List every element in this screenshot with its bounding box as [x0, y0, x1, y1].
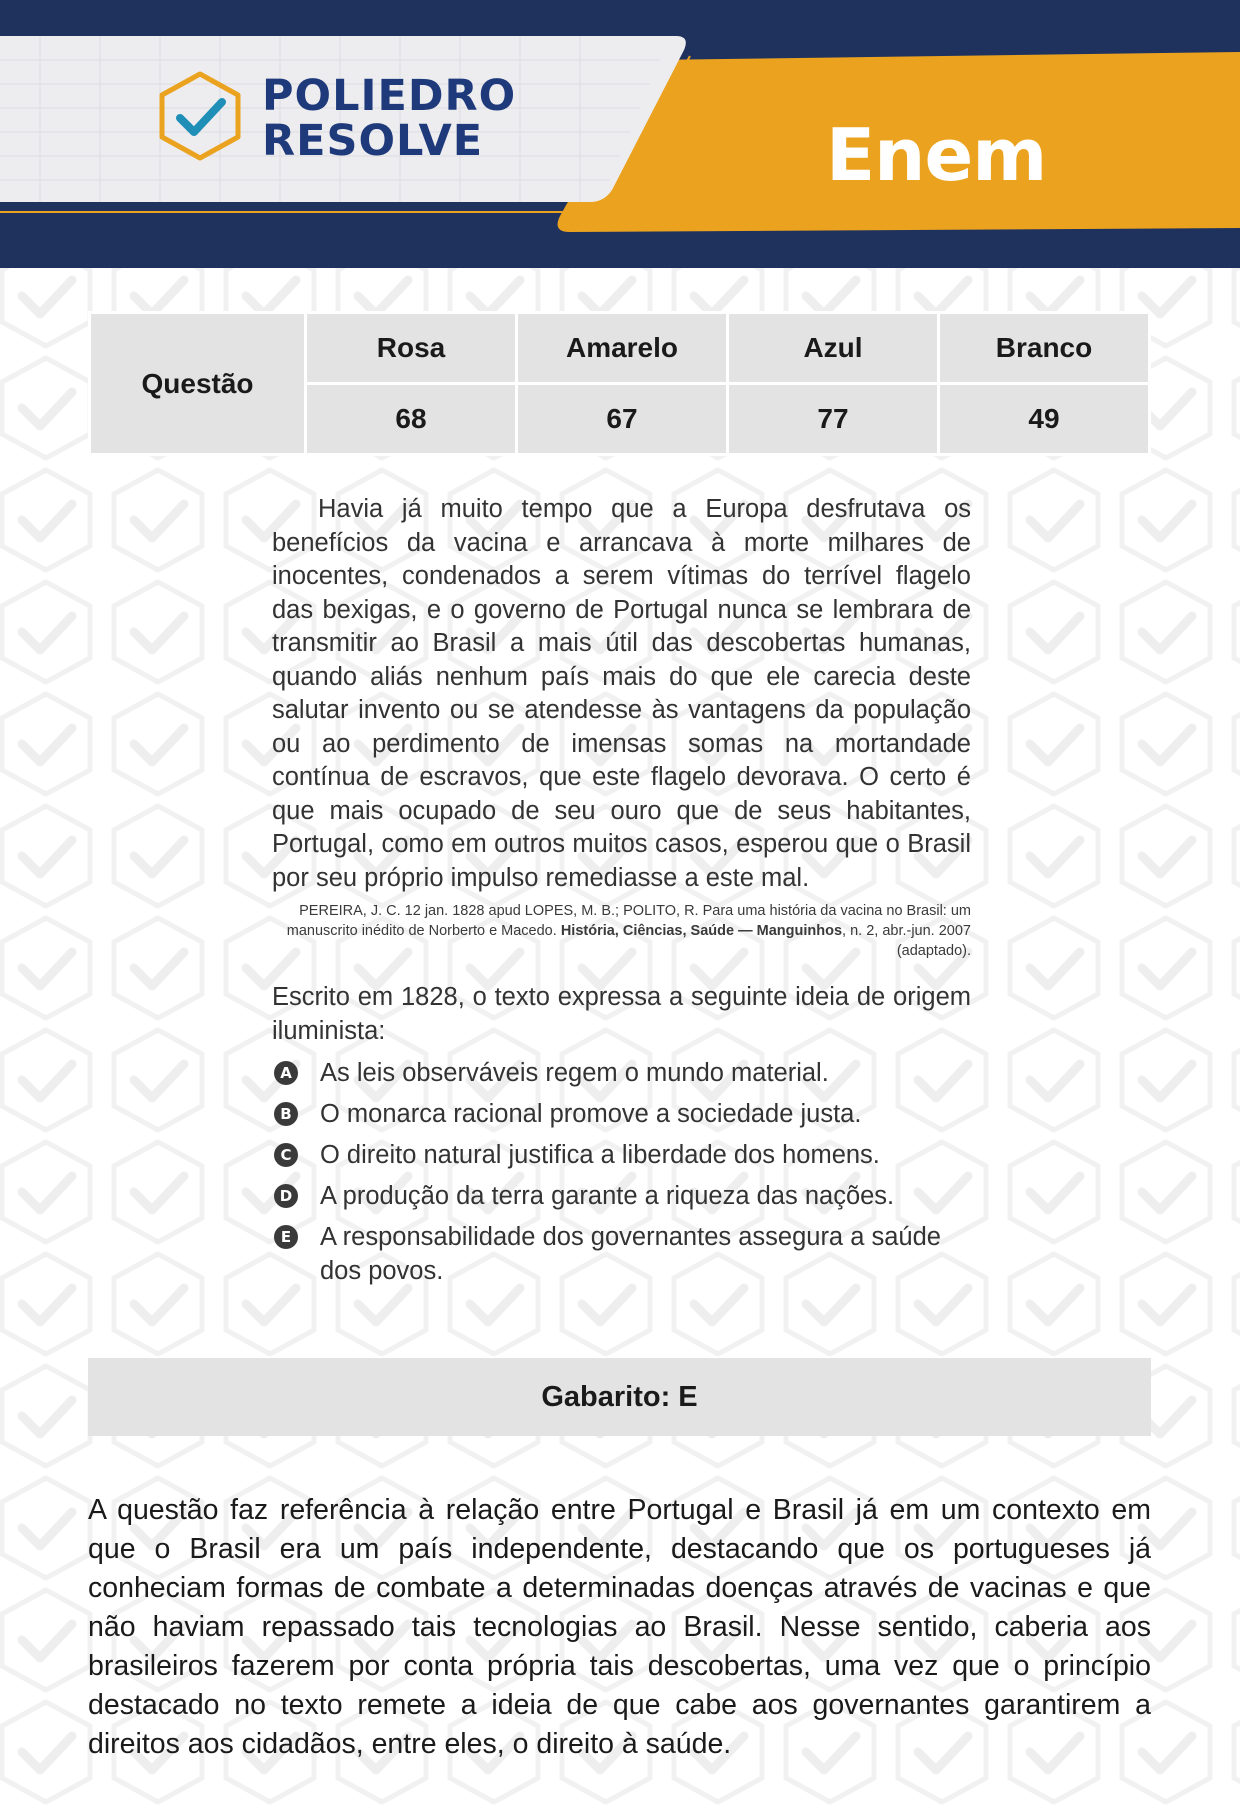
source-citation [272, 901, 971, 961]
column-branco: Branco [939, 313, 1150, 384]
source-journal-title: História, Ciências, Saúde — Manguinhos [560, 923, 843, 939]
option-d-letter-icon: D [274, 1184, 298, 1208]
brand-line-2: RESOLVE [262, 116, 484, 166]
question-prompt: Escrito em 1828, o texto expressa a seguinte ideia de origem iluminista: [272, 983, 971, 1045]
answer-options [272, 1056, 971, 1288]
number-amarelo: 67 [517, 384, 728, 455]
answer-key: Gabarito: E [88, 1358, 1151, 1436]
column-amarelo: Amarelo [517, 313, 728, 384]
option-c-letter-icon: C [274, 1143, 298, 1167]
passage-text: Havia já muito tempo que a Europa desfrutava os benefícios da vacina e arrancava à morte milhares de inocentes, condenados a serem vítimas do terrível flagelo das bexigas, e o governo de Portugal nunca se lembrara de transmitir ao Brasil a mais útil das descobertas humanas, quando aliás nenhum país mais do que ele carecia deste salutar invento ou se atendesse às vantagens da população ou ao perdimento de imensas somas na mortandade contínua de escravos, que este flagelo devorava. O certo é que mais ocupado de seu ouro que de seus habitantes, Portugal, como em outros muitos casos, esperou que o Brasil por seu próprio impulso remediasse a este mal. [272, 495, 971, 892]
option-e-text: A responsabilidade dos governantes assegura a saúde dos povos. [320, 1223, 941, 1285]
column-rosa: Rosa [306, 313, 517, 384]
question-body [272, 493, 971, 1295]
option-b-letter-icon: B [274, 1102, 298, 1126]
source-citation-part1: PEREIRA, J. C. 12 jan. 1828 apud LOPES, M. B.; POLITO, R. Para uma história da vacina no Brasil: um manuscrito inédito de Norberto e Macedo. [286, 903, 971, 939]
explanation-text: A questão faz referência à relação entre Portugal e Brasil já em um contexto em que o Brasil era um país independente, destacando que os portugueses já conheciam formas de combate a determinadas doenças através de vacinas e que não haviam repassado tais tecnologias ao Brasil. Nesse sentido, caberia aos brasileiros fazerem por conta própria tais descobertas, uma vez que o princípio destacado no texto remete a ideia de que cabe aos governantes garantirem a direitos aos cidadãos, entre eles, o direito à saúde. [88, 1494, 1151, 1760]
option-b-text: O monarca racional promove a sociedade justa. [320, 1100, 862, 1128]
option-e-letter-icon: E [274, 1225, 298, 1249]
option-b [272, 1097, 971, 1131]
brand-logo-text [262, 71, 517, 166]
number-azul: 77 [728, 384, 939, 455]
option-d [272, 1179, 971, 1213]
question-label: Questão [90, 313, 306, 455]
brand-line-1: POLIEDRO [262, 71, 517, 121]
option-a-text: As leis observáveis regem o mundo material. [320, 1059, 829, 1087]
question-number-table [88, 311, 1151, 456]
option-c [272, 1138, 971, 1172]
page-header [0, 0, 1240, 268]
option-a-letter-icon: A [274, 1061, 298, 1085]
option-a [272, 1056, 971, 1090]
column-azul: Azul [728, 313, 939, 384]
number-rosa: 68 [306, 384, 517, 455]
option-e [272, 1220, 971, 1288]
source-citation-part2: , n. 2, abr.-jun. 2007 (adaptado). [842, 923, 971, 959]
option-c-text: O direito natural justifica a liberdade dos homens. [320, 1141, 880, 1169]
exam-title: Enem [826, 113, 1047, 197]
option-d-text: A produção da terra garante a riqueza das nações. [320, 1182, 895, 1210]
check-hexagon-icon [156, 70, 244, 162]
number-branco: 49 [939, 384, 1150, 455]
